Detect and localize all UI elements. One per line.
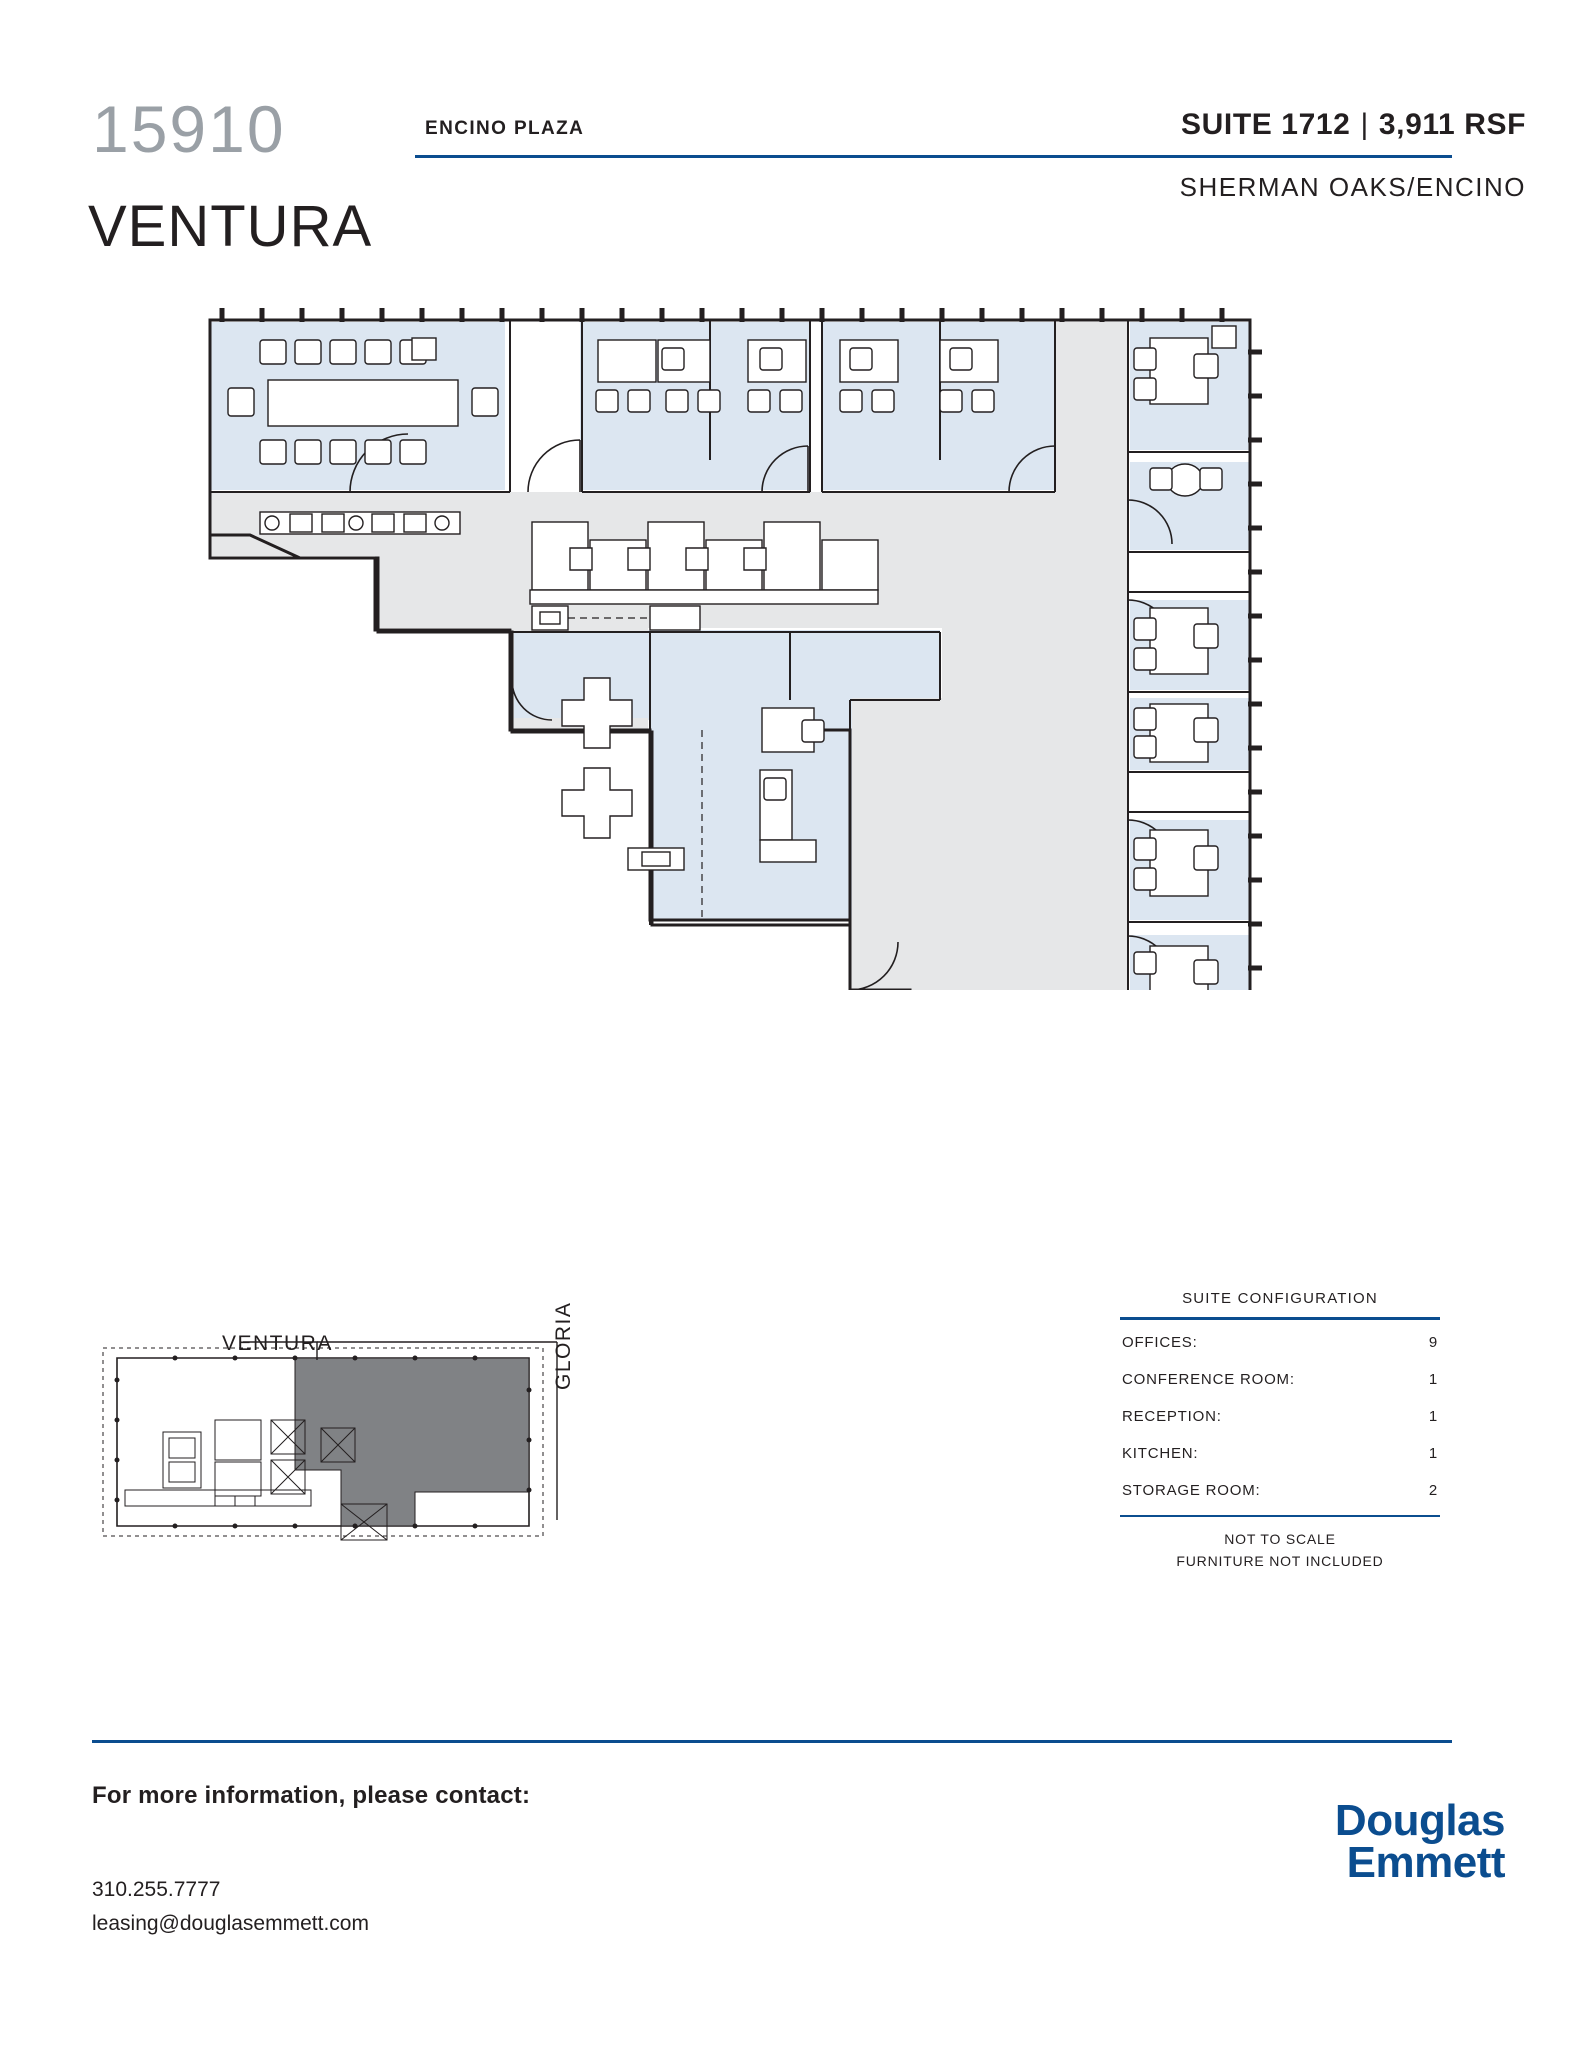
config-label-offices: OFFICES: bbox=[1122, 1334, 1198, 1351]
config-label-storage-room: STORAGE ROOM: bbox=[1122, 1482, 1261, 1499]
config-row-reception bbox=[1120, 1398, 1440, 1435]
property-name: ENCINO PLAZA bbox=[425, 118, 585, 139]
suite-headline bbox=[1181, 108, 1526, 142]
config-value-kitchen: 1 bbox=[1428, 1445, 1438, 1462]
config-note-scale: NOT TO SCALE bbox=[1224, 1531, 1336, 1547]
footer-divider-rule bbox=[92, 1740, 1452, 1743]
contact-heading: For more information, please contact: bbox=[92, 1782, 531, 1809]
config-label-kitchen: KITCHEN: bbox=[1122, 1445, 1199, 1462]
building-name: VENTURA bbox=[88, 194, 373, 259]
config-top-rule bbox=[1120, 1317, 1440, 1320]
douglas-emmett-logo bbox=[1334, 1796, 1505, 1887]
suite-divider: | bbox=[1360, 108, 1369, 141]
suite-rsf: 3,911 RSF bbox=[1378, 108, 1526, 141]
config-value-conference-room: 1 bbox=[1428, 1371, 1438, 1388]
config-label-reception: RECEPTION: bbox=[1122, 1408, 1222, 1425]
config-value-reception: 1 bbox=[1428, 1408, 1438, 1425]
suite-number: SUITE 1712 bbox=[1181, 108, 1351, 141]
page-header bbox=[0, 0, 1583, 300]
keyplan-street-ventura: VENTURA bbox=[222, 1332, 333, 1355]
config-note-furniture: FURNITURE NOT INCLUDED bbox=[1176, 1553, 1384, 1569]
submarket-name: SHERMAN OAKS/ENCINO bbox=[1179, 172, 1526, 202]
config-value-storage-room: 2 bbox=[1428, 1482, 1438, 1499]
contact-email[interactable]: leasing@douglasemmett.com bbox=[92, 1912, 369, 1935]
logo-line-emmett: Emmett bbox=[1346, 1837, 1505, 1887]
config-value-offices: 9 bbox=[1428, 1334, 1438, 1351]
keyplan-street-gloria: GLORIA bbox=[552, 1301, 575, 1390]
config-row-offices bbox=[1120, 1324, 1440, 1361]
header-divider-rule bbox=[415, 155, 1452, 158]
building-number: 15910 bbox=[92, 92, 286, 166]
suite-configuration-title: SUITE CONFIGURATION bbox=[1182, 1290, 1378, 1307]
suite-configuration-panel bbox=[1120, 1290, 1440, 1572]
config-bottom-rule bbox=[1120, 1515, 1440, 1517]
config-row-kitchen bbox=[1120, 1435, 1440, 1472]
contact-phone[interactable]: 310.255.7777 bbox=[92, 1878, 221, 1901]
config-label-conference-room: CONFERENCE ROOM: bbox=[1122, 1371, 1295, 1388]
logo-line-douglas: Douglas bbox=[1334, 1796, 1505, 1845]
furniture-kitchen bbox=[260, 512, 460, 534]
config-row-storage-room bbox=[1120, 1472, 1440, 1509]
floor-plan bbox=[150, 300, 1450, 990]
config-row-conference-room bbox=[1120, 1361, 1440, 1398]
